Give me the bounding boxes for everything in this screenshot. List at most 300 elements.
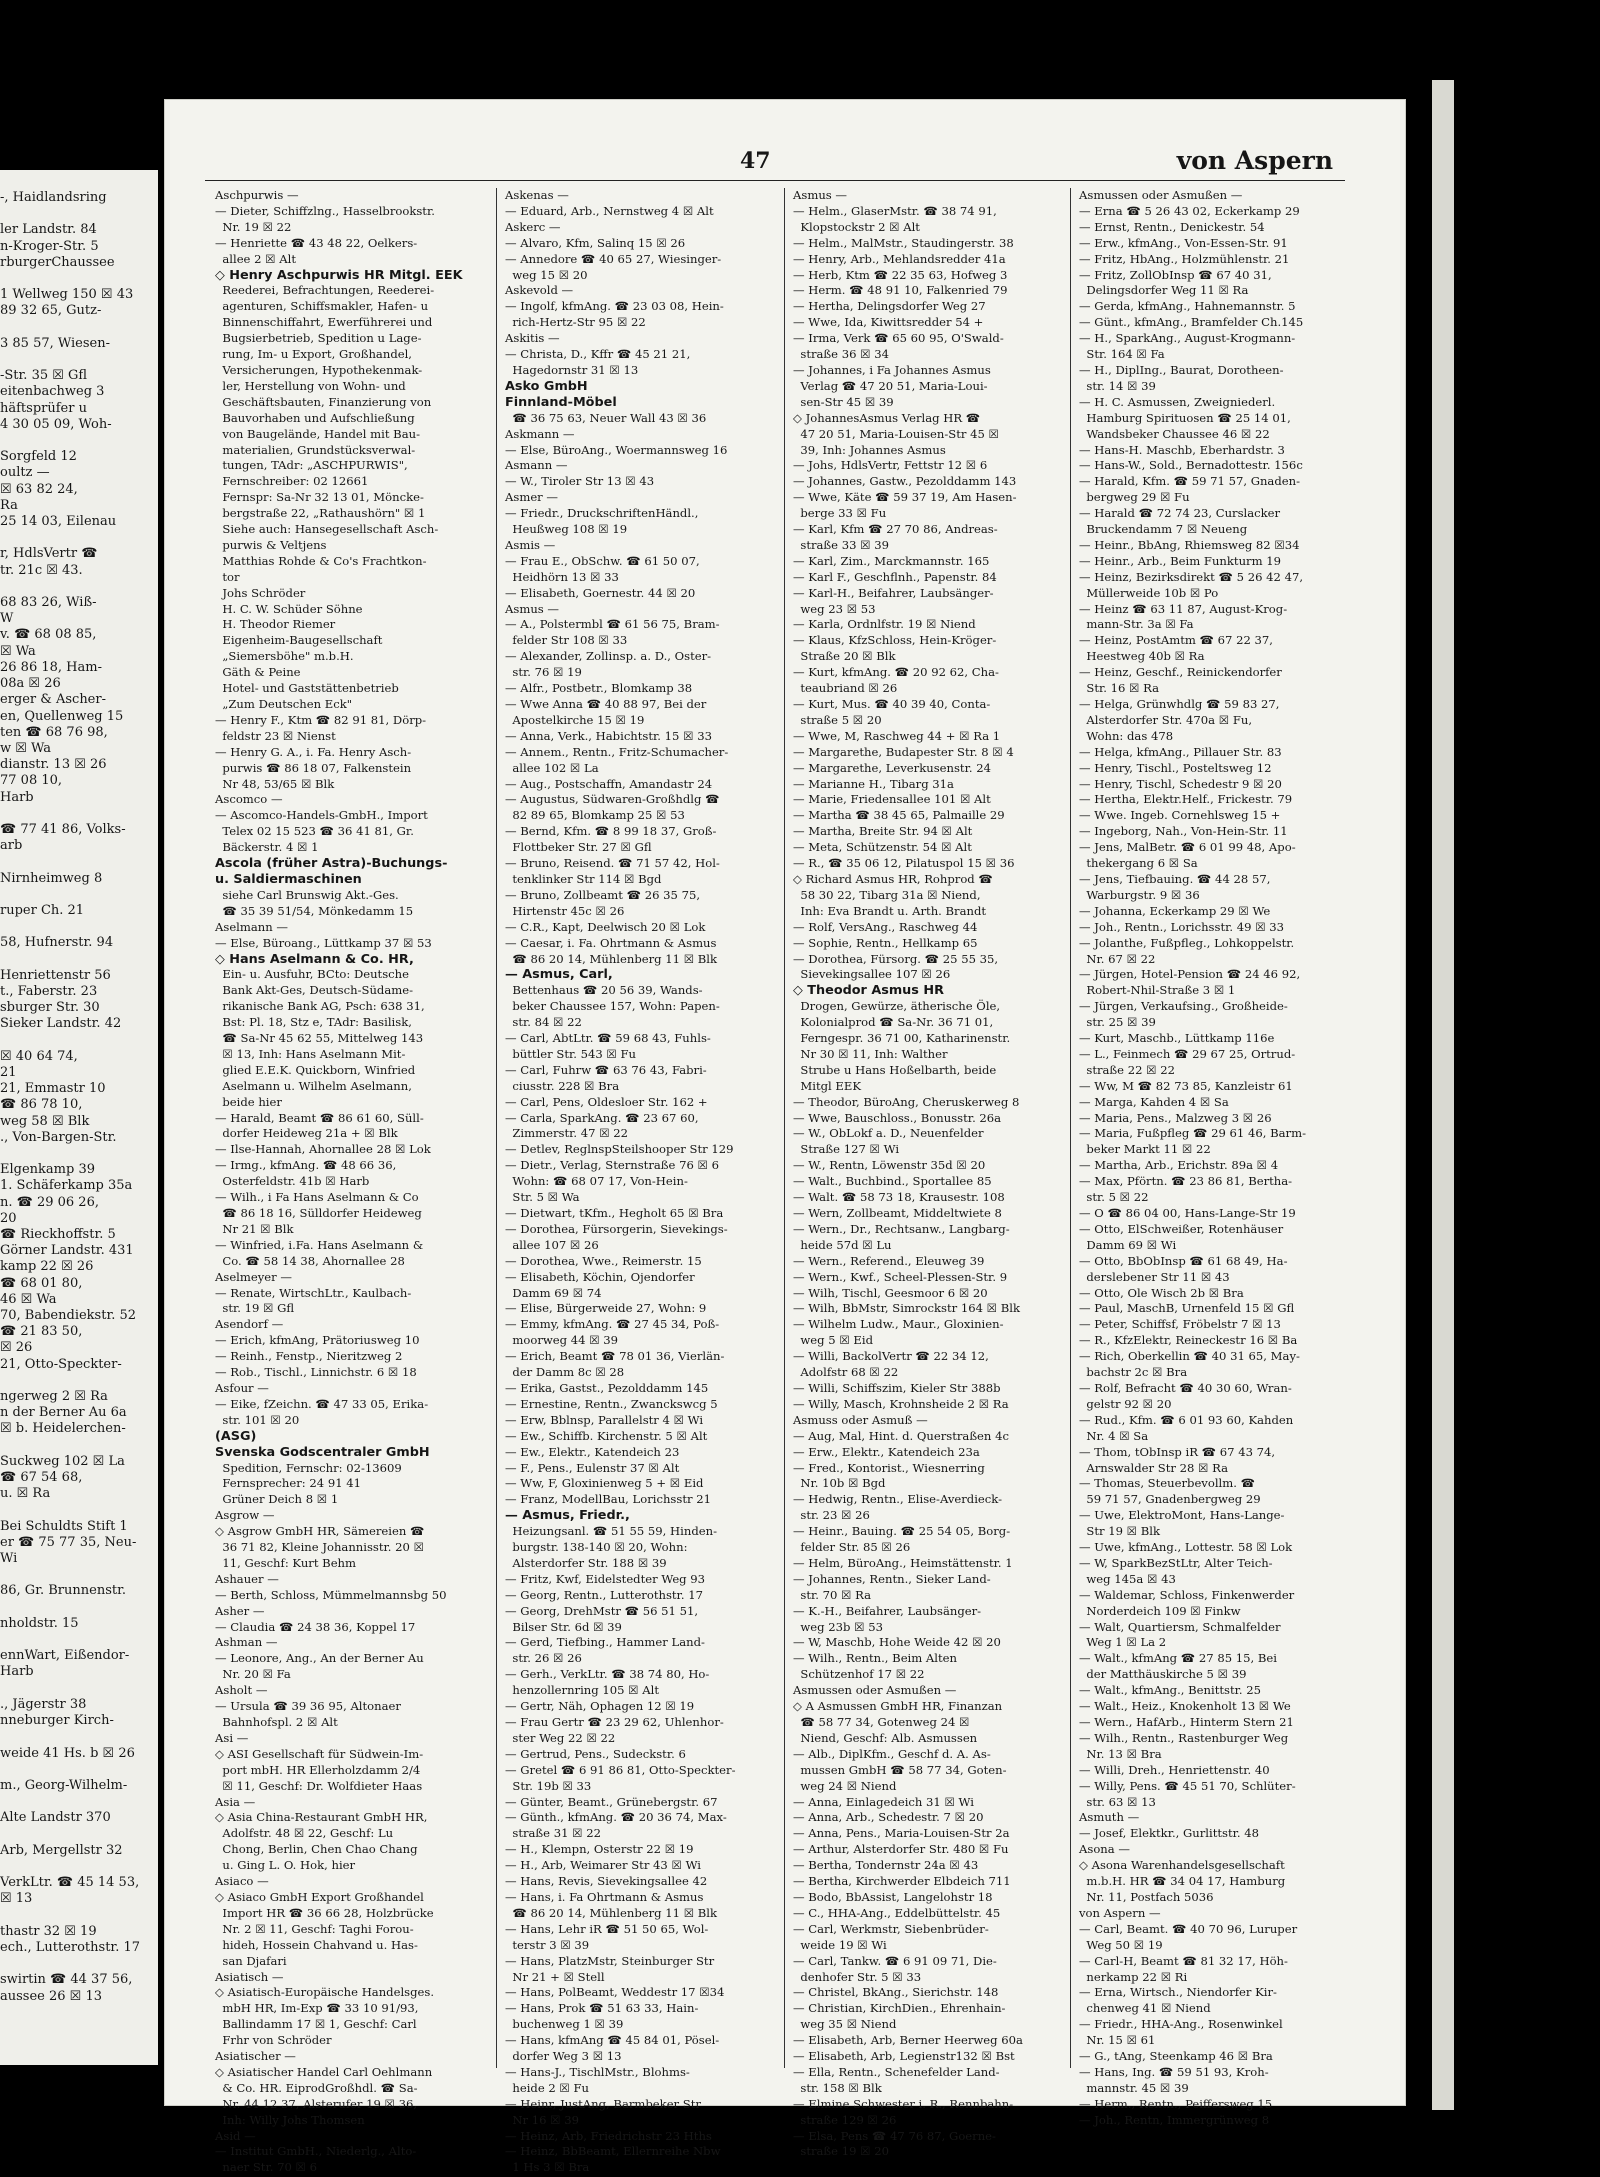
entry-line: felder Str 108 ☒ 33 — [505, 633, 628, 648]
fragment-line: 1. Schäferkamp 35a — [0, 1178, 133, 1194]
header-rule — [205, 180, 1345, 181]
entry-line: — Aug., Postschaffn, Amandastr 24 — [505, 776, 713, 791]
entry-line: — Heinz, Bezirksdirekt ☎ 5 26 42 47, — [1079, 569, 1304, 584]
entry-line: — Heinz, Arb, Friedrichstr 23 Hths — [505, 2128, 712, 2143]
entry-line: — H., DiplIng., Baurat, Dorotheen- — [1079, 362, 1284, 377]
entry-line: — W., ObLokf a. D., Neuenfelder — [793, 1126, 984, 1141]
entry-line: — Erw, Bblnsp, Parallelstr 4 ☒ Wi — [505, 1412, 704, 1427]
entry-line: — G., tAng, Steenkamp 46 ☒ Bra — [1079, 2049, 1273, 2064]
entry-line: — Günt., kfmAng., Bramfelder Ch.145 — [1079, 315, 1304, 330]
entry-line: 36 71 82, Kleine Johannisstr. 20 ☒ — [215, 1540, 424, 1555]
entry-line: purwis & Veltjens — [215, 537, 327, 552]
entry-line: Telex 02 15 523 ☎ 36 41 81, Gr. — [215, 824, 414, 839]
entry-line: Bruckendamm 7 ☒ Neueng — [1079, 522, 1248, 537]
entry-line: — Klaus, KfzSchloss, Hein-Kröger- — [793, 633, 997, 648]
entry-line: — Hans, Prok ☎ 51 63 33, Hain- — [505, 2001, 699, 2016]
entry-line: — Hans, Revis, Sievekingsallee 42 — [505, 1874, 708, 1889]
entry-line: siehe Carl Brunswig Akt.-Ges. — [215, 887, 399, 902]
entry-line: — Jens, Tiefbauing. ☎ 44 28 57, — [1079, 871, 1271, 886]
fragment-line: 26 86 18, Ham- — [0, 659, 102, 675]
entry-line: Hotel- und Gaststättenbetrieb — [215, 681, 399, 696]
fragment-line: eitenbachweg 3 — [0, 384, 105, 400]
entry-line: Alsterdorfer Str. 470a ☒ Fu, — [1079, 712, 1253, 727]
entry-line: weg 15 ☒ 20 — [505, 267, 588, 282]
entry-line: — Margarethe, Leverkusenstr. 24 — [793, 760, 991, 775]
entry-line: — O ☎ 86 04 00, Hans-Lange-Str 19 — [1079, 1206, 1296, 1220]
entry-line: port mbH. HR Ellerholzdamm 2/4 — [215, 1762, 421, 1777]
fragment-line: 3 85 57, Wiesen- — [0, 335, 110, 351]
entry-line: — Carl, Fuhrw ☎ 63 76 43, Fabri- — [505, 1062, 707, 1077]
fragment-line: nholdstr. 15 — [0, 1615, 79, 1631]
entry-line: Asmussen oder Asmußen — — [1079, 188, 1243, 202]
entry-line: Wohn: ☎ 68 07 17, Von-Hein- — [505, 1174, 688, 1189]
entry-line: Heußweg 108 ☒ 19 — [505, 522, 628, 537]
entry-line: — Alexander, Zollinsp. a. D., Oster- — [505, 649, 712, 664]
fragment-line — [0, 1146, 150, 1162]
entry-line: — Meta, Schützenstr. 54 ☒ Alt — [793, 840, 972, 855]
entry-line: „Zum Deutschen Eck" — [215, 697, 353, 711]
entry-line: Bugsierbetrieb, Spedition u Lage- — [215, 331, 422, 346]
entry-line: Str. 19b ☒ 33 — [505, 1778, 592, 1793]
entry-line: Askerc — — [505, 219, 561, 234]
entry-line: — Martha, Arb., Erichstr. 89a ☒ 4 — [1079, 1158, 1279, 1173]
entry-line: — Walt. ☎ 58 73 18, Krausestr. 108 — [793, 1190, 1005, 1205]
entry-line: — Fritz, HbAng., Holzmühlenstr. 21 — [1079, 251, 1290, 266]
entry-line: — H., SparkAng., August-Krogmann- — [1079, 331, 1296, 346]
entry-line: sen-Str 45 ☒ 39 — [793, 394, 894, 409]
entry-line: heide 57d ☒ Lu — [793, 1237, 892, 1252]
entry-line: Hagedornstr 31 ☒ 13 — [505, 362, 639, 377]
fragment-line: ☒ 40 64 74, — [0, 1048, 78, 1064]
entry-line: — Ilse-Hannah, Ahornallee 28 ☒ Lok — [215, 1142, 431, 1157]
entry-line: Heidhörn 13 ☒ 33 — [505, 569, 619, 584]
entry-line: — H., Klempn, Osterstr 22 ☒ 19 — [505, 1842, 694, 1857]
entry-line: — Thomas, Steuerbevollm. ☎ — [1079, 1476, 1256, 1491]
entry-line: — Friedr., HHA-Ang., Rosenwinkel — [1079, 2017, 1283, 2032]
entry-line: Import HR ☎ 36 66 28, Holzbrücke — [215, 1905, 434, 1920]
fragment-line: ☒ 26 — [0, 1340, 33, 1356]
fragment-line: ennWart, Eißendor- — [0, 1648, 130, 1664]
entry-line: — C., HHA-Ang., Eddelbüttelstr. 45 — [793, 1905, 1001, 1920]
entry-line: — Heinr., Arb., Beim Funkturm 19 — [1079, 553, 1282, 568]
entry-line: — Erna ☎ 5 26 43 02, Eckerkamp 29 — [1079, 203, 1300, 218]
fragment-line — [0, 1908, 150, 1924]
entry-line: Finnland-Möbel — [505, 394, 617, 410]
entry-line: — Elsa, Pens ☎ 47 76 87, Goerne- — [793, 2128, 996, 2143]
entry-line: — Dietwart, tKfm., Hegholt 65 ☒ Bra — [505, 1206, 724, 1220]
entry-line: str. 19 ☒ Gfl — [215, 1301, 295, 1316]
entry-line: heide 2 ☒ Fu — [505, 2080, 590, 2095]
entry-line: Sievekingsallee 107 ☒ 26 — [793, 967, 951, 982]
entry-line: Inh: Willy Johs Thomsen — [215, 2112, 365, 2127]
entry-line: agenturen, Schiffsmakler, Hafen- u — [215, 299, 429, 314]
fragment-line: 20 — [0, 1210, 17, 1226]
entry-line: Bauvorhaben und Aufschließung — [215, 410, 415, 425]
entry-line: Chong, Berlin, Chen Chao Chang — [215, 1842, 418, 1857]
fragment-line: n. ☎ 29 06 26, — [0, 1194, 99, 1210]
entry-line: Gäth & Peine — [215, 665, 301, 680]
entry-line: — Heinz, PostAmtm ☎ 67 22 37, — [1079, 633, 1273, 648]
column-divider — [784, 188, 785, 2068]
entry-line: Grüner Deich 8 ☒ 1 — [215, 1492, 339, 1507]
entry-line: str. 5 ☒ 22 — [1079, 1190, 1149, 1205]
entry-line: — Johs, HdlsVertr, Fettstr 12 ☒ 6 — [793, 458, 988, 473]
fragment-line: Henriettenstr 56 — [0, 967, 111, 983]
entry-line: Str. 164 ☒ Fa — [1079, 347, 1165, 362]
entry-line: — Dietr., Verlag, Sternstraße 76 ☒ 6 — [505, 1158, 719, 1173]
entry-line: Eigenheim-Baugesellschaft — [215, 633, 383, 648]
entry-line: allee 107 ☒ 26 — [505, 1237, 599, 1252]
entry-line: — Hans, kfmAng ☎ 45 84 01, Pösel- — [505, 2033, 720, 2048]
fragment-line — [0, 952, 150, 968]
entry-line: — Erich, kfmAng, Prätoriusweg 10 — [215, 1333, 420, 1348]
entry-line: ◇ Asona Warenhandelsgesellschaft — [1079, 1858, 1285, 1873]
entry-line: — Bruno, Zollbeamt ☎ 26 35 75, — [505, 887, 701, 902]
entry-line: Bst: Pl. 18, Stz e, TAdr: Basilisk, — [215, 1015, 412, 1030]
entry-line: Binnenschiffahrt, Ewerführerei und — [215, 315, 433, 330]
entry-line: — Christel, BkAng., Sierichstr. 148 — [793, 1985, 999, 2000]
fragment-line: aussee 26 ☒ 13 — [0, 1988, 102, 2004]
entry-line: — Harald ☎ 72 74 23, Curslacker — [1079, 506, 1281, 521]
entry-line: — Hans, PlatzMstr, Steinburger Str — [505, 1953, 715, 1968]
entry-line: — Henry, Tischl, Schedestr 9 ☒ 20 — [1079, 776, 1282, 791]
fragment-line: Wi — [0, 1551, 18, 1567]
entry-line: — Renate, WirtschLtr., Kaulbach- — [215, 1285, 412, 1300]
entry-line: — Fritz, ZollObInsp ☎ 67 40 31, — [1079, 267, 1272, 282]
entry-line: Nr. 10b ☒ Bgd — [793, 1476, 886, 1491]
entry-line: Damm 69 ☒ Wi — [1079, 1237, 1177, 1252]
entry-line: — Gerh., VerkLtr. ☎ 38 74 80, Ho- — [505, 1667, 710, 1682]
entry-line: — Ew., Elektr., Katendeich 23 — [505, 1444, 680, 1459]
entry-line: — Johannes, Rentn., Sieker Land- — [793, 1571, 991, 1586]
fragment-line: ech., Lutterothstr. 17 — [0, 1939, 141, 1955]
entry-line: — Wwe. Ingeb. Cornehlsweg 15 + — [1079, 808, 1281, 823]
entry-line: — Elmine Schwester i. R., Rennbahn- — [793, 2096, 1014, 2111]
entry-line: Str. 16 ☒ Ra — [1079, 681, 1160, 696]
entry-line: — Christian, KirchDien., Ehrenhain- — [793, 2001, 1006, 2016]
entry-line: tungen, TAdr: „ASCHPURWIS", — [215, 458, 408, 473]
entry-line: Nr. 2 ☒ 11, Geschf: Taghi Forou- — [215, 1921, 414, 1936]
entry-line: bachstr 2c ☒ Bra — [1079, 1365, 1188, 1380]
entry-line: von Baugelände, Handel mit Bau- — [215, 426, 421, 441]
entry-line: — W., Tiroler Str 13 ☒ 43 — [505, 474, 655, 489]
left-page-fragment — [0, 170, 158, 2065]
entry-line: Ferngespr. 36 71 00, Katharinenstr. — [793, 1031, 1011, 1046]
entry-line: Asona — — [1079, 1842, 1130, 1857]
fragment-line: Harb — [0, 789, 34, 805]
entry-line: — Willi, Dreh., Henriettenstr. 40 — [1079, 1762, 1270, 1777]
entry-line: „Siemersböhe" m.b.H. — [215, 649, 354, 664]
entry-line: — Else, BüroAng., Woermannsweg 16 — [505, 442, 728, 457]
entry-line: Wohn: das 478 — [1079, 728, 1174, 743]
entry-line: weide 19 ☒ Wi — [793, 1937, 887, 1952]
entry-line: Hirtenstr 45c ☒ 26 — [505, 903, 625, 918]
entry-line: — Berth, Schloss, Mümmelmannsbg 50 — [215, 1587, 447, 1602]
entry-line: — Heinr., Bauing. ☎ 25 54 05, Borg- — [793, 1524, 1011, 1539]
entry-line: Siehe auch: Hansegesellschaft Asch- — [215, 522, 439, 537]
entry-line: — Erw., kfmAng., Von-Essen-Str. 91 — [1079, 235, 1288, 250]
fragment-line: w ☒ Wa — [0, 740, 52, 756]
entry-line: Askitis — — [505, 331, 560, 346]
entry-line: Aselmann u. Wilhelm Aselmann, — [215, 1078, 412, 1093]
entry-line: — Caesar, i. Fa. Ohrtmann & Asmus — [505, 935, 717, 950]
entry-line: — Gerd, Tiefbing., Hammer Land- — [505, 1635, 705, 1650]
entry-line: — Helm., GlaserMstr. ☎ 38 74 91, — [793, 203, 997, 218]
entry-line: Ballindamm 17 ☒ 1, Geschf: Carl — [215, 2017, 417, 2032]
entry-line: Asmussen oder Asmußen — — [793, 1683, 957, 1698]
entry-line: — Ingeborg, Nah., Von-Hein-Str. 11 — [1079, 824, 1288, 839]
fragment-line: dianstr. 13 ☒ 26 — [0, 757, 107, 773]
entry-line: — Henry G. A., i. Fa. Henry Asch- — [215, 744, 412, 759]
fragment-line: ☒ 63 82 24, — [0, 481, 78, 497]
entry-line: — Wern, Zollbeamt, Middeltwiete 8 — [793, 1206, 1002, 1220]
entry-line: — Rolf, VersAng., Raschweg 44 — [793, 919, 978, 934]
entry-line: — W, Maschb, Hohe Weide 42 ☒ 20 — [793, 1635, 1001, 1650]
entry-line: — F., Pens., Eulenstr 37 ☒ Alt — [505, 1460, 680, 1475]
fragment-line: ☎ Rieckhoffstr. 5 — [0, 1227, 116, 1242]
entry-line: Strube u Hans Hoßelbarth, beide — [793, 1062, 997, 1077]
entry-line: mbH HR, Im-Exp ☎ 33 10 91/93, — [215, 2001, 419, 2016]
entry-line: — Erna, Wirtsch., Niendorfer Kir- — [1079, 1985, 1277, 2000]
entry-line: ster Weg 22 ☒ 22 — [505, 1730, 616, 1745]
fragment-line: ler Landstr. 84 — [0, 222, 97, 238]
entry-line: str. 101 ☒ 20 — [215, 1412, 300, 1427]
entry-line: rung, Im- u Export, Großhandel, — [215, 347, 412, 362]
entry-line: Aselmeyer — — [215, 1269, 292, 1284]
entry-line: beker Markt 11 ☒ 22 — [1079, 1142, 1211, 1157]
entry-line: Asia — — [215, 1794, 256, 1809]
fragment-line — [0, 1033, 150, 1049]
entry-line: Verlag ☎ 47 20 51, Maria-Loui- — [793, 378, 988, 393]
entry-line: Bank Akt-Ges, Deutsch-Südame- — [215, 983, 414, 998]
entry-line: Nr. 11, Postfach 5036 — [1079, 1889, 1214, 1904]
entry-line: — Wern., Referend., Eleuweg 39 — [793, 1253, 985, 1268]
entry-line: ler, Herstellung von Wohn- und — [215, 378, 406, 393]
fragment-line: 77 08 10, — [0, 773, 63, 789]
entry-line: — Emmy, kfmAng. ☎ 27 45 34, Poß- — [505, 1317, 720, 1332]
entry-line: — Joh., Rentn., Lorichsstr. 49 ☒ 33 — [1079, 919, 1285, 934]
fragment-line: häftsprüfer u — [0, 400, 87, 416]
entry-line: — Bodo, BbAssist, Langelohstr 18 — [793, 1889, 993, 1904]
fragment-line: 86, Gr. Brunnenstr. — [0, 1583, 127, 1599]
fragment-line: ten ☎ 68 76 98, — [0, 724, 108, 740]
entry-line: — Bertha, Tondernstr 24a ☒ 43 — [793, 1858, 979, 1873]
running-head: von Aspern — [1176, 146, 1333, 175]
column-3 — [793, 188, 1061, 2159]
entry-line: Asmann — — [505, 458, 568, 473]
entry-line: Asmis — — [505, 537, 556, 552]
fragment-line: en, Quellenweg 15 — [0, 708, 124, 724]
entry-line: ◇ Hans Aselmann & Co. HR, — [215, 951, 414, 967]
entry-line: — Georg, Rentn., Lutterothstr. 17 — [505, 1587, 703, 1602]
entry-line: — Alb., DiplKfm., Geschf d. A. As- — [793, 1746, 991, 1761]
entry-line: — Asmus, Carl, — [505, 967, 613, 983]
entry-line: — Annem., Rentn., Fritz-Schumacher- — [505, 744, 729, 759]
entry-line: — Gretel ☎ 6 91 86 81, Otto-Speckter- — [505, 1762, 736, 1777]
entry-line: beide hier — [215, 1094, 282, 1109]
entry-line: rikanische Bank AG, Psch: 638 31, — [215, 999, 425, 1014]
column-divider — [1070, 188, 1071, 2068]
entry-line: — Carla, SparkAng. ☎ 23 67 60, — [505, 1110, 699, 1125]
entry-line: ☒ 13, Inh: Hans Aselmann Mit- — [215, 1046, 406, 1061]
fragment-line — [0, 1502, 150, 1518]
entry-line: — H., Arb, Weimarer Str 43 ☒ Wi — [505, 1858, 701, 1873]
entry-line: — Wwe, Ida, Kiwittsredder 54 + — [793, 315, 984, 330]
entry-line: — Thom, tObInsp iR ☎ 67 43 74, — [1079, 1444, 1276, 1459]
entry-line: ◇ Theodor Asmus HR — [793, 983, 944, 999]
entry-line: Müllerweide 10b ☒ Po — [1079, 585, 1219, 600]
fragment-line: 58, Hufnerstr. 94 — [0, 935, 114, 951]
fragment-line: VerkLtr. ☎ 45 14 53, — [0, 1875, 140, 1891]
fragment-line: ruper Ch. 21 — [0, 902, 85, 918]
entry-line: buchenweg 1 ☒ 39 — [505, 2017, 624, 2032]
entry-line: — Bernd, Kfm. ☎ 8 99 18 37, Groß- — [505, 824, 717, 839]
entry-line: & Co. HR. EiprodGroßhdl. ☎ Sa- — [215, 2080, 418, 2095]
entry-line: Flottbeker Str. 27 ☒ Gfl — [505, 840, 652, 855]
entry-line: str. 63 ☒ 13 — [1079, 1794, 1156, 1809]
entry-line: straße 36 ☒ 34 — [793, 347, 889, 362]
entry-line: — Henry F., Ktm ☎ 82 91 81, Dörp- — [215, 712, 427, 727]
entry-line: (ASG) — [215, 1428, 257, 1444]
entry-line: — Friedr., DruckschriftenHändl., — [505, 506, 699, 521]
entry-line: — Eike, fZeichn. ☎ 47 33 05, Erika- — [215, 1396, 429, 1411]
entry-line: — Fred., Kontorist., Wiesnerring — [793, 1460, 985, 1475]
entry-line: 59 71 57, Gnadenbergweg 29 — [1079, 1492, 1261, 1507]
entry-line: — Claudia ☎ 24 38 36, Koppel 17 — [215, 1619, 416, 1634]
entry-line: — Heinz, BbBeamt, Ellernreihe Nbw — [505, 2144, 721, 2159]
entry-line: — Winfried, i.Fa. Hans Aselmann & — [215, 1237, 424, 1252]
fragment-line: ., Jägerstr 38 — [0, 1696, 87, 1712]
entry-line: — Arthur, Alsterdorfer Str. 480 ☒ Fu — [793, 1842, 1009, 1857]
entry-line: straße 129 ☒ 26 — [793, 2112, 897, 2127]
entry-line: — Ascomco-Handels-GmbH., Import — [215, 808, 428, 823]
fragment-line: 46 ☒ Wa — [0, 1291, 57, 1307]
entry-line: — Anna, Einlagedeich 31 ☒ Wi — [793, 1794, 974, 1809]
entry-line: — Rob., Tischl., Linnichstr. 6 ☒ 18 — [215, 1365, 417, 1380]
entry-line: henzollernring 105 ☒ Alt — [505, 1683, 659, 1698]
entry-line: — Uwe, ElektroMont, Hans-Lange- — [1079, 1508, 1285, 1523]
entry-line: Bettenhaus ☎ 20 56 39, Wands- — [505, 983, 703, 998]
entry-line: — W., Rentn, Löwenstr 35d ☒ 20 — [793, 1158, 986, 1173]
entry-line: allee 2 ☒ Alt — [215, 251, 296, 266]
page-number: 47 — [740, 148, 771, 174]
entry-line: beker Chaussee 157, Wohn: Papen- — [505, 999, 720, 1014]
entry-line: — Wern., Dr., Rechtsanw., Langbarg- — [793, 1221, 1010, 1236]
fragment-line: ☎ 21 83 50, — [0, 1324, 83, 1340]
entry-line: Ascola (früher Astra)-Buchungs- — [215, 856, 448, 872]
entry-line: str. 76 ☒ 19 — [505, 665, 582, 680]
entry-line: Fernschreiber: 02 12661 — [215, 474, 369, 489]
entry-line: str. 26 ☒ 26 — [505, 1651, 582, 1666]
entry-line: — Ella, Rentn., Schenefelder Land- — [793, 2064, 1000, 2079]
entry-line: — R., KfzElektr, Reineckestr 16 ☒ Ba — [1079, 1333, 1298, 1348]
fragment-line — [0, 887, 150, 903]
entry-line: — Harald, Beamt ☎ 86 61 60, Süll- — [215, 1110, 424, 1125]
entry-line: Arnswalder Str 28 ☒ Ra — [1079, 1460, 1229, 1475]
fragment-line: er ☎ 75 77 35, Neu- — [0, 1534, 137, 1550]
entry-line: derslebener Str 11 ☒ 43 — [1079, 1269, 1230, 1284]
entry-line: naer Str. 70 ☒ 6 — [215, 2160, 317, 2175]
entry-line: Frhr von Schröder — [215, 2033, 332, 2048]
entry-line: — Walt, Quartiersm, Schmalfelder — [1079, 1619, 1281, 1634]
entry-line: dorfer Weg 3 ☒ 13 — [505, 2049, 622, 2064]
entry-line: — Willy, Masch, Krohnsheide 2 ☒ Ra — [793, 1396, 1009, 1411]
entry-line: Asgrow — — [215, 1508, 275, 1523]
fragment-line: Arb, Mergellstr 32 — [0, 1842, 123, 1858]
fragment-line: weide 41 Hs. b ☒ 26 — [0, 1745, 135, 1761]
entry-line: ◇ JohannesAsmus Verlag HR ☎ — [793, 410, 981, 425]
entry-line: bergstraße 22, „Rathaushörn" ☒ 1 — [215, 506, 426, 521]
entry-line: str. 14 ☒ 39 — [1079, 378, 1156, 393]
entry-line: — Heinr, JustAng, Barmbeker Str — [505, 2096, 701, 2111]
entry-line: — Martha ☎ 38 45 65, Palmaille 29 — [793, 808, 1005, 823]
entry-line: — Günter, Beamt., Grünebergstr. 67 — [505, 1794, 718, 1809]
entry-line: — Georg, DrehMstr ☎ 56 51 51, — [505, 1603, 699, 1618]
entry-line: Nr. 13 ☒ Bra — [1079, 1746, 1162, 1761]
fragment-line: ☒ Wa — [0, 643, 36, 659]
entry-line: purwis ☎ 86 18 07, Falkenstein — [215, 760, 412, 775]
entry-line: str. 70 ☒ Ra — [793, 1587, 872, 1602]
entry-line: — Johannes, i Fa Johannes Asmus — [793, 362, 991, 377]
entry-line: burgstr. 138-140 ☒ 20, Wohn: — [505, 1540, 688, 1555]
entry-line: — Augustus, Südwaren-Großhdlg ☎ — [505, 792, 720, 807]
entry-line: — Herm. ☎ 48 91 10, Falkenried 79 — [793, 283, 1008, 298]
entry-line: — Karl, Kfm ☎ 27 70 86, Andreas- — [793, 522, 998, 537]
entry-line: — Uwe, kfmAng., Lottestr. 58 ☒ Lok — [1079, 1540, 1293, 1555]
entry-line: — Helm., MalMstr., Staudingerstr. 38 — [793, 235, 1014, 250]
entry-line: — Hertha, Delingsdorfer Weg 27 — [793, 299, 986, 314]
entry-line: Str. 5 ☒ Wa — [505, 1190, 580, 1205]
entry-line: — Wilh., Rentn., Rastenburger Weg — [1079, 1730, 1289, 1745]
entry-line: — Jens, MalBetr. ☎ 6 01 99 48, Apo- — [1079, 840, 1296, 855]
entry-line: ciusstr. 228 ☒ Bra — [505, 1078, 620, 1093]
entry-line: ◇ Asia China-Restaurant GmbH HR, — [215, 1810, 428, 1825]
fragment-line: W — [0, 611, 14, 627]
entry-line: — Rolf, Befracht ☎ 40 30 60, Wran- — [1079, 1380, 1292, 1395]
fragment-line — [0, 1729, 150, 1745]
entry-line: Apostelkirche 15 ☒ 19 — [505, 712, 645, 727]
entry-line: glied E.E.K. Quickborn, Winfried — [215, 1062, 416, 1077]
entry-line: — Institut GmbH., Niederlg., Alto- — [215, 2144, 417, 2159]
entry-line: — Günth., kfmAng. ☎ 20 36 74, Max- — [505, 1810, 727, 1825]
entry-line: — Erich, Beamt ☎ 78 01 36, Vierlän- — [505, 1349, 725, 1364]
entry-line: — Hans-J., TischlMstr., Blohms- — [505, 2064, 690, 2079]
entry-line: — Helga, Grünwhdlg ☎ 59 83 27, — [1079, 697, 1280, 711]
entry-line: — Wilh, Tischl, Geesmoor 6 ☒ 20 — [793, 1285, 988, 1300]
entry-line: Aschpurwis — — [215, 188, 299, 202]
entry-line: — Henry, Arb., Mehlandsredder 41a — [793, 251, 1006, 266]
entry-line: — Rich, Oberkellin ☎ 40 31 65, May- — [1079, 1349, 1300, 1364]
entry-line: — Frau E., ObSchw. ☎ 61 50 07, — [505, 553, 700, 568]
entry-line: nerkamp 22 ☒ Ri — [1079, 1969, 1188, 1984]
fragment-line: 1 Wellweg 150 ☒ 43 — [0, 287, 134, 303]
entry-line: — Ursula ☎ 39 36 95, Altonaer — [215, 1699, 401, 1714]
entry-line: — Anna, Pens., Maria-Louisen-Str 2a — [793, 1826, 1010, 1841]
entry-line: Asi — — [215, 1730, 249, 1745]
entry-line: mussen GmbH ☎ 58 77 34, Goten- — [793, 1762, 1007, 1777]
entry-line: Niend, Geschf: Alb. Asmussen — [793, 1730, 978, 1745]
entry-line: — Wwe, M, Raschweg 44 + ☒ Ra 1 — [793, 728, 1001, 743]
entry-line: terstr 3 ☒ 39 — [505, 1937, 590, 1952]
entry-line: — Aug, Mal, Hint. d. Querstraßen 4c — [793, 1428, 1009, 1443]
fragment-line — [0, 1632, 150, 1648]
entry-line: — Martha, Breite Str. 94 ☒ Alt — [793, 824, 973, 839]
entry-line: Fernsprecher: 24 91 41 — [215, 1476, 362, 1491]
fragment-line: ☎ 68 01 80, — [0, 1275, 83, 1291]
entry-line: — Erw., Elektr., Katendeich 23a — [793, 1444, 980, 1459]
entry-line: Ashman — — [215, 1635, 278, 1650]
entry-line: — Sophie, Rentn., Hellkamp 65 — [793, 935, 978, 950]
